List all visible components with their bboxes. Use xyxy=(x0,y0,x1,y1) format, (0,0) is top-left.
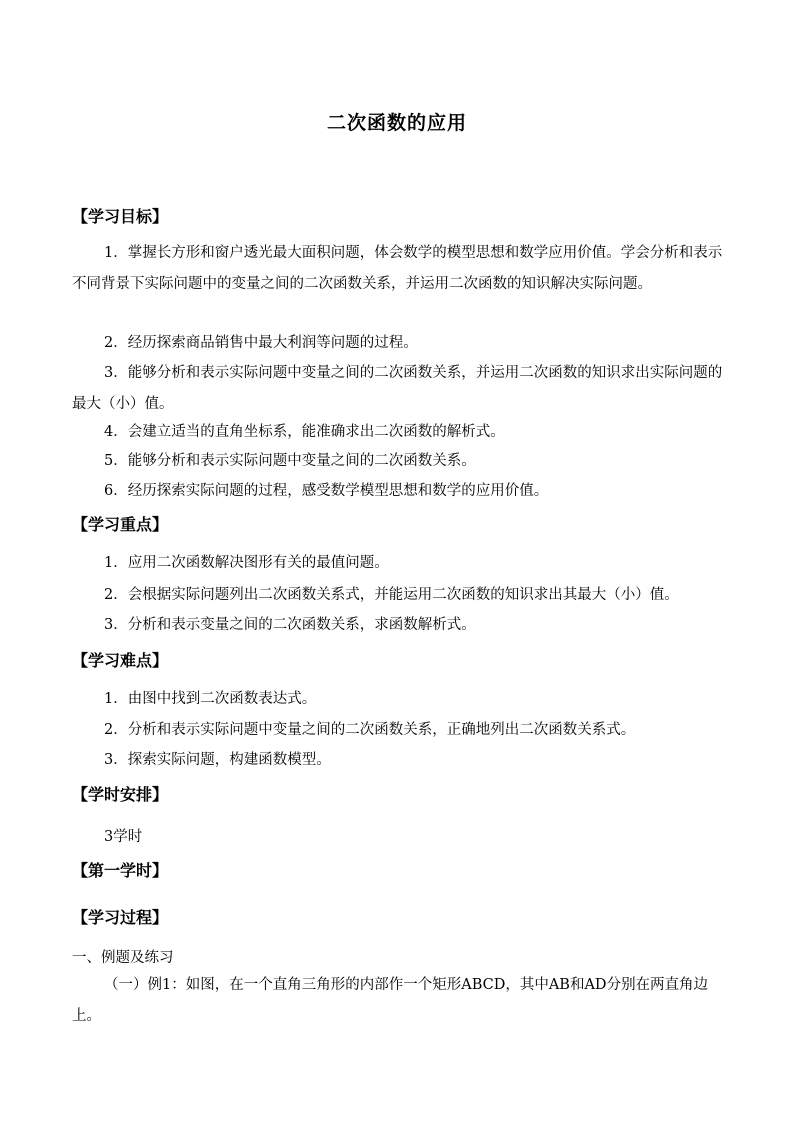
difficulty-item-2: 2．分析和表示实际问题中变量之间的二次函数关系，正确地列出二次函数关系式。 xyxy=(104,722,636,738)
first-period-heading: 【第一学时】 xyxy=(72,861,169,880)
process-subheading: 一、例题及练习 xyxy=(72,950,174,966)
goal-item-6: 6．经历探索实际问题的过程，感受数学模型思想和数学的应用价值。 xyxy=(104,483,549,499)
goal-item-5: 5．能够分析和表示实际问题中变量之间的二次函数关系。 xyxy=(104,453,476,469)
schedule-heading: 【学时安排】 xyxy=(72,785,169,804)
keypoint-item-3: 3．分析和表示变量之间的二次函数关系，求函数解析式。 xyxy=(104,617,476,633)
schedule-text: 3学时 xyxy=(104,829,143,845)
goal-item-1: 1．掌握长方形和窗户透光最大面积问题，体会数学的模型思想和数学应用价值。学会分析和表示不同背景下实际问题中的变量之间的二次函数关系，并运用二次函数的知识解决实际问题。 xyxy=(72,245,723,292)
process-heading: 【学习过程】 xyxy=(72,908,169,927)
document-title: 二次函数的应用 xyxy=(326,112,467,134)
difficulty-item-1: 1．由图中找到二次函数表达式。 xyxy=(104,691,317,707)
goal-item-2: 2．经历探索商品销售中最大利润等问题的过程。 xyxy=(104,335,418,351)
keypoint-item-2: 2．会根据实际问题列出二次函数关系式，并能运用二次函数的知识求出其最大（小）值。 xyxy=(104,587,679,603)
example-1-text: （一）例1：如图，在一个直角三角形的内部作一个矩形ABCD，其中AB和AD分别在两直角边上。 xyxy=(72,977,709,1024)
difficulty-item-3: 3．探索实际问题，构建函数模型。 xyxy=(104,752,331,768)
goal-item-3: 3．能够分析和表示实际问题中变量之间的二次函数关系，并运用二次函数的知识求出实际问题的最大（小）值。 xyxy=(72,365,723,412)
goal-item-4: 4．会建立适当的直角坐标系，能准确求出二次函数的解析式。 xyxy=(104,424,505,440)
goals-heading: 【学习目标】 xyxy=(72,207,169,226)
difficulties-heading: 【学习难点】 xyxy=(72,651,169,670)
keypoints-heading: 【学习重点】 xyxy=(72,515,169,534)
keypoint-item-1: 1．应用二次函数解决图形有关的最值问题。 xyxy=(104,555,389,571)
